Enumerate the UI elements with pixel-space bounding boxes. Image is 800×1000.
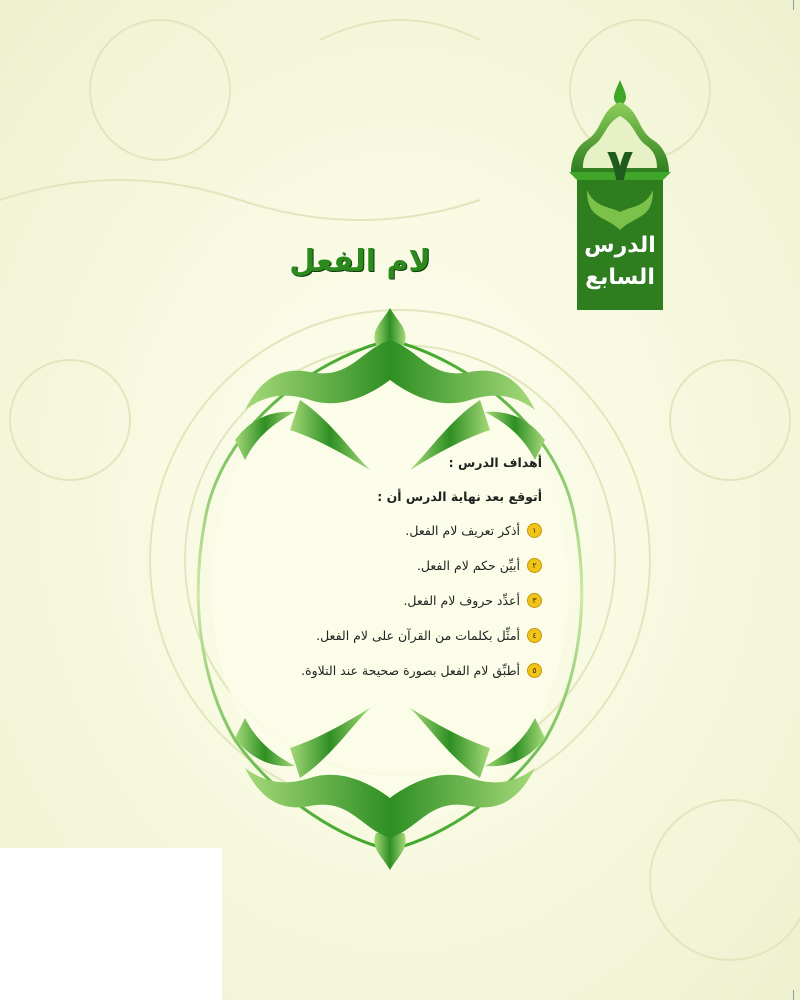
goals-intro: أتوقع بعد نهاية الدرس أن : [377, 489, 542, 504]
goal-text: أذكر تعريف لام الفعل. [405, 522, 520, 538]
goals-heading: أهداف الدرس : [448, 455, 542, 470]
lesson-number: ٧ [606, 140, 634, 191]
lesson-label-line2: السابع [585, 265, 655, 290]
goal-number-badge: ١ [527, 523, 542, 538]
goal-number-badge: ٣ [527, 593, 542, 608]
lesson-label-line1: الدرس [584, 233, 656, 258]
goal-number-badge: ٢ [527, 558, 542, 573]
goal-item [220, 521, 542, 539]
goal-item [220, 661, 542, 679]
goal-number-badge: ٤ [527, 628, 542, 643]
page-title: لام الفعل [289, 244, 431, 279]
goal-text: أمثِّل بكلمات من القرآن على لام الفعل. [316, 627, 520, 643]
goal-number-badge: ٥ [527, 663, 542, 678]
goal-item [220, 626, 542, 644]
goal-list [220, 521, 542, 679]
goal-text: أطبِّق لام الفعل بصورة صحيحة عند التلاوة. [301, 662, 520, 678]
goal-item [220, 556, 542, 574]
goal-text: أعدِّد حروف لام الفعل. [403, 592, 520, 608]
goal-text: أبيِّن حكم لام الفعل. [416, 557, 520, 573]
lesson-goals [220, 455, 542, 696]
goal-item [220, 591, 542, 609]
